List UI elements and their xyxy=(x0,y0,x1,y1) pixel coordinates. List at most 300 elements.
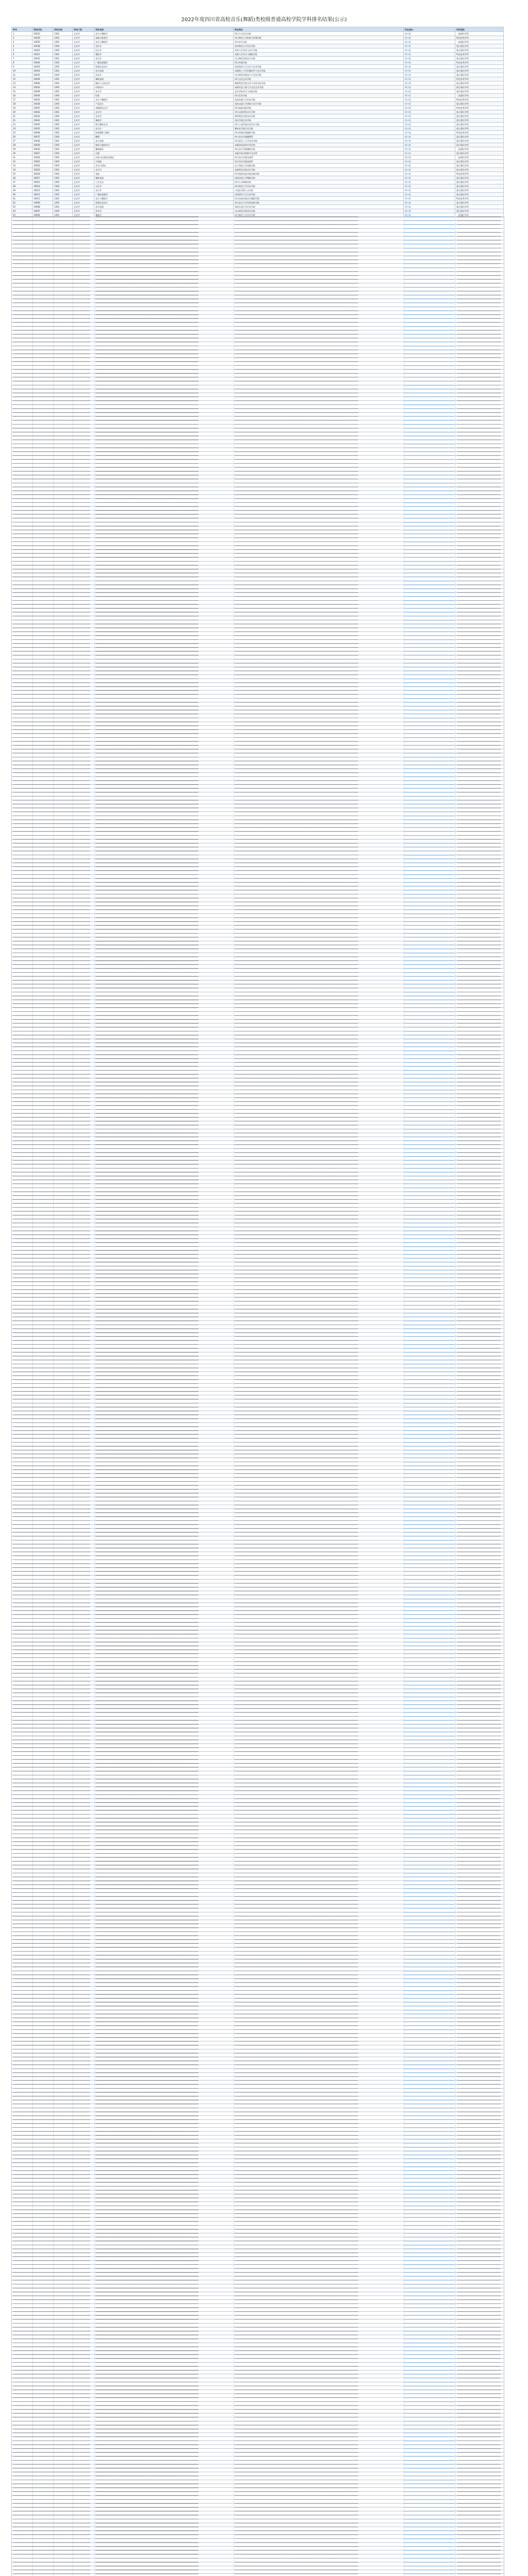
table-cell: 10647 xyxy=(32,106,53,110)
table-cell: 一流建设学科 xyxy=(455,32,504,36)
table-cell: 重点建设学科 xyxy=(455,90,504,94)
continuation-name-column xyxy=(95,216,199,2576)
table-cell: 重点建设学科 xyxy=(455,127,504,131)
table-cell: 42 xyxy=(12,201,32,205)
table-cell: 重点建设学科 xyxy=(455,164,504,168)
table-cell: 10631 xyxy=(32,73,53,77)
table-cell: 1301 xyxy=(53,147,73,151)
table-cell: 四川大学锦城学院 xyxy=(234,180,404,184)
column-header: 学科名称 xyxy=(94,27,234,32)
table-row xyxy=(12,69,504,73)
table-cell: 四川省 xyxy=(404,180,455,184)
table-cell: 四川省 xyxy=(404,114,455,118)
table-cell: 四川省 xyxy=(404,209,455,213)
table-cell: 10635 xyxy=(32,127,53,131)
table-cell: 四川师范大学美术学院 xyxy=(234,184,404,189)
table-cell: 10630 xyxy=(32,147,53,151)
table-cell: 一流建设学科 xyxy=(455,40,504,44)
table-cell: 艺术学 xyxy=(73,189,94,193)
table-cell: 四川省 xyxy=(404,184,455,189)
table-cell: 10634 xyxy=(32,139,53,143)
table-cell: 戏剧影视文学 xyxy=(94,106,234,110)
table-cell: 艺术学 xyxy=(73,118,94,123)
table-cell: 10639 xyxy=(32,90,53,94)
table-row xyxy=(12,90,504,94)
table-cell: 音乐表演 xyxy=(94,205,234,209)
table-cell: 1305 xyxy=(53,201,73,205)
table-cell: 艺术学 xyxy=(73,209,94,213)
table-cell: 1301 xyxy=(53,205,73,209)
table-cell: 1304 xyxy=(53,184,73,189)
table-cell: 四川省 xyxy=(404,213,455,217)
table-cell: 10625 xyxy=(32,160,53,164)
table-cell: 10638 xyxy=(32,44,53,48)
table-cell: 音乐与舞蹈学 xyxy=(94,98,234,102)
table-cell: 45 xyxy=(12,213,32,217)
table-cell: 四川省 xyxy=(404,172,455,176)
table-cell: 10626 xyxy=(32,156,53,160)
table-cell: 艺术学 xyxy=(73,69,94,73)
table-cell: 四川省 xyxy=(404,106,455,110)
table-cell: 重点建设学科 xyxy=(455,201,504,205)
table-cell: 1301 xyxy=(53,90,73,94)
table-cell: 艺术学 xyxy=(73,172,94,176)
table-cell: 西南石油大学艺术学院 xyxy=(234,205,404,209)
table-cell: 艺术学 xyxy=(73,135,94,139)
table-cell: 39 xyxy=(12,189,32,193)
table-cell: 1305 xyxy=(53,48,73,53)
table-cell: 10608 xyxy=(32,205,53,209)
table-cell: 艺术学 xyxy=(73,53,94,57)
table-cell: 重点建设学科 xyxy=(455,86,504,90)
table-cell: 艺术学 xyxy=(73,81,94,86)
table-cell: 四川省 xyxy=(404,65,455,69)
table-cell: 11 xyxy=(12,73,32,77)
table-cell: 5 xyxy=(12,48,32,53)
column-header: 序号 xyxy=(12,27,32,32)
table-cell: 艺术学 xyxy=(73,65,94,69)
table-cell: 四川省 xyxy=(404,61,455,65)
table-cell: 1301 xyxy=(53,98,73,102)
table-cell: 10616 xyxy=(32,69,53,73)
continuation-category-column xyxy=(457,216,501,2576)
table-cell: 27 xyxy=(12,139,32,143)
table-cell: 艺术学 xyxy=(73,114,94,118)
table-cell: 重点建设学科 xyxy=(455,69,504,73)
table-cell: 四川省 xyxy=(404,40,455,44)
table-cell: 1305 xyxy=(53,86,73,90)
table-cell: 1302 xyxy=(53,61,73,65)
table-cell: 重点建设学科 xyxy=(455,209,504,213)
table-cell: 舞蹈编导 xyxy=(94,147,234,151)
table-cell: 艺术学 xyxy=(73,102,94,106)
table-row xyxy=(12,44,504,48)
table-cell: 1301 xyxy=(53,118,73,123)
table-cell: 1 xyxy=(12,32,32,36)
table-cell: 1301 xyxy=(53,40,73,44)
table-cell: 四川省 xyxy=(404,77,455,81)
table-cell: 舞蹈学 xyxy=(94,118,234,123)
table-cell: 特色优势学科 xyxy=(455,98,504,102)
table-cell: 四川省 xyxy=(404,197,455,201)
table-cell: 音乐学 xyxy=(94,90,234,94)
table-cell: 艺术学 xyxy=(73,168,94,172)
table-cell: 音乐学 xyxy=(94,168,234,172)
table-cell: 1305 xyxy=(53,164,73,168)
table-cell: 25 xyxy=(12,131,32,135)
table-cell: 西南交通大学建筑与设计学院 xyxy=(234,102,404,106)
table-cell: 艺术学 xyxy=(73,127,94,131)
table-row xyxy=(12,110,504,114)
table-cell: 35 xyxy=(12,172,32,176)
table-cell: 1305 xyxy=(53,180,73,184)
table-row xyxy=(12,102,504,106)
table-cell: 四川电影电视学院 xyxy=(234,106,404,110)
table-cell: 电子科技大学成都学院 xyxy=(234,164,404,168)
table-cell: 重点建设学科 xyxy=(455,205,504,209)
table-cell: 10632 xyxy=(32,86,53,90)
table-cell: 四川民族学院音乐舞蹈学院 xyxy=(234,197,404,201)
table-cell: 中国画 xyxy=(94,160,234,164)
table-cell: 29 xyxy=(12,147,32,151)
continuation-province-column xyxy=(404,216,455,2576)
table-row xyxy=(12,131,504,135)
table-cell: 公共艺术 xyxy=(94,180,234,184)
table-cell: 艺术学 xyxy=(73,180,94,184)
table-cell: 影视摄影与制作 xyxy=(94,131,234,135)
table-cell: 1305 xyxy=(53,143,73,147)
table-cell: 10648 xyxy=(32,131,53,135)
table-cell: 四川省 xyxy=(404,176,455,180)
table-header-row xyxy=(12,27,504,32)
table-cell: 艺术学 xyxy=(73,61,94,65)
table-row xyxy=(12,143,504,147)
table-cell: 24 xyxy=(12,127,32,131)
table-cell: 重点建设学科 xyxy=(455,102,504,106)
table-cell: 产品设计 xyxy=(94,102,234,106)
table-cell: 10624 xyxy=(32,164,53,168)
table-cell: 9 xyxy=(12,65,32,69)
table-cell: 重点建设学科 xyxy=(455,123,504,127)
table-row xyxy=(12,201,504,205)
table-cell: 四川省 xyxy=(404,73,455,77)
table-row xyxy=(12,118,504,123)
table-cell: 艺术学 xyxy=(73,193,94,197)
table-cell: 艺术学 xyxy=(73,77,94,81)
table-cell: 8 xyxy=(12,61,32,65)
table-cell: 舞蹈表演 xyxy=(94,77,234,81)
table-cell: 四川省 xyxy=(404,143,455,147)
table-cell: 四川省 xyxy=(404,147,455,151)
table-cell: 四川省 xyxy=(404,160,455,164)
table-cell: 数字媒体艺术 xyxy=(94,123,234,127)
table-cell: 1301 xyxy=(53,127,73,131)
table-cell: 1305 xyxy=(53,65,73,69)
table-cell: 重点建设学科 xyxy=(455,143,504,147)
table-cell: 四川省 xyxy=(404,69,455,73)
table-cell: 10636 xyxy=(32,36,53,40)
table-cell: 10644 xyxy=(32,94,53,98)
table-row xyxy=(12,135,504,139)
table-cell: 10650 xyxy=(32,40,53,44)
table-cell: 四川省 xyxy=(404,94,455,98)
table-cell: 艺术学 xyxy=(73,176,94,180)
table-cell: 26 xyxy=(12,135,32,139)
table-cell: 艺术学 xyxy=(73,110,94,114)
table-row xyxy=(12,127,504,131)
table-cell: 四川省 xyxy=(404,118,455,123)
table-cell: 重点建设学科 xyxy=(455,193,504,197)
table-cell: 四川省 xyxy=(404,123,455,127)
table-cell: 四川音乐学院舞蹈学院 xyxy=(234,147,404,151)
table-cell: 10620 xyxy=(32,168,53,172)
table-cell: 舞蹈学 xyxy=(94,213,234,217)
table-cell: 西昌学院艺术学院 xyxy=(234,118,404,123)
table-cell: 19 xyxy=(12,106,32,110)
table-row xyxy=(12,180,504,184)
table-cell: 四川省 xyxy=(404,205,455,209)
table-cell: 1302 xyxy=(53,151,73,156)
table-row xyxy=(12,197,504,201)
table-cell: 艺术学 xyxy=(73,106,94,110)
table-cell: 7 xyxy=(12,57,32,61)
table-continuation xyxy=(11,216,504,2576)
table-cell: 表演 xyxy=(94,172,234,176)
table-cell: 重点建设学科 xyxy=(455,151,504,156)
table-cell: 四川农业大学风景园林学院 xyxy=(234,201,404,205)
table-cell: 1301 xyxy=(53,139,73,143)
table-cell: 1302 xyxy=(53,36,73,40)
table-cell: 重点建设学科 xyxy=(455,73,504,77)
table-cell: 10615 xyxy=(32,180,53,184)
table-cell: 音乐学 xyxy=(94,57,234,61)
table-row xyxy=(12,53,504,57)
table-row xyxy=(12,98,504,102)
table-cell: 一流建设学科 xyxy=(455,213,504,217)
table-cell: 10619 xyxy=(32,65,53,69)
table-cell: 西南财经大学天府学院 xyxy=(234,193,404,197)
table-cell: 1301 xyxy=(53,176,73,180)
table-cell: 四川师范大学影视与传媒学院 xyxy=(234,36,404,40)
table-cell: 10618 xyxy=(32,172,53,176)
table-cell: 10641 xyxy=(32,57,53,61)
table-row xyxy=(12,193,504,197)
table-cell: 成都师范学院音乐学院 xyxy=(234,168,404,172)
table-cell: 四川省 xyxy=(404,32,455,36)
table-cell: 1301 xyxy=(53,32,73,36)
table-cell: 10612 xyxy=(32,193,53,197)
table-cell: 10623 xyxy=(32,48,53,53)
table-cell: 艺术学 xyxy=(73,73,94,77)
table-cell: 艺术学 xyxy=(73,213,94,217)
table-row xyxy=(12,209,504,213)
table-cell: 西南民族大学舞蹈学院 xyxy=(234,176,404,180)
table-cell: 44 xyxy=(12,209,32,213)
table-cell: 10643 xyxy=(32,118,53,123)
table-cell: 四川省 xyxy=(404,53,455,57)
table-cell: 服装与服饰设计 xyxy=(94,143,234,147)
table-cell: 西南民族大学艺术学院 xyxy=(234,98,404,102)
table-cell: 绵阳师范学院文学与对外汉语学院 xyxy=(234,81,404,86)
table-cell: 艺术学 xyxy=(73,151,94,156)
table-cell: 四川省 xyxy=(404,48,455,53)
table-cell: 四川省 xyxy=(404,139,455,143)
table-cell: 艺术学 xyxy=(73,94,94,98)
table-cell: 1301 xyxy=(53,77,73,81)
table-cell: 特色优势学科 xyxy=(455,77,504,81)
table-cell: 33 xyxy=(12,164,32,168)
table-cell: 43 xyxy=(12,205,32,209)
table-cell: 成都纺织高等专科学校 xyxy=(234,143,404,147)
table-cell: 阿坝师范学院美术学院 xyxy=(234,114,404,118)
table-cell: 西华师范大学美术学院 xyxy=(234,44,404,48)
table-row xyxy=(12,114,504,118)
table-cell: 10629 xyxy=(32,143,53,147)
table-cell: 10622 xyxy=(32,98,53,102)
table-row xyxy=(12,164,504,168)
table-cell: 特色优势学科 xyxy=(455,131,504,135)
table-cell: 艺术学 xyxy=(73,40,94,44)
table-cell: 4 xyxy=(12,44,32,48)
continuation-unit-column xyxy=(235,216,358,2576)
table-cell: 重点建设学科 xyxy=(455,176,504,180)
table-cell: 音乐表演 xyxy=(94,139,234,143)
table-cell: 17 xyxy=(12,98,32,102)
table-cell: 艺术学 xyxy=(73,36,94,40)
column-header: 学科代码 xyxy=(53,27,73,32)
table-row xyxy=(12,94,504,98)
table-cell: 特色优势学科 xyxy=(455,61,504,65)
table-cell: 21 xyxy=(12,114,32,118)
table-cell: 重点建设学科 xyxy=(455,48,504,53)
table-cell: 四川省 xyxy=(404,201,455,205)
table-cell: 10614 xyxy=(32,184,53,189)
table-cell: 环境设计 xyxy=(94,86,234,90)
table-cell: 12 xyxy=(12,77,32,81)
table-cell: 重点建设学科 xyxy=(455,81,504,86)
table-cell: 音乐学 xyxy=(94,189,234,193)
table-cell: 1304 xyxy=(53,209,73,213)
table-cell: 宜宾学院音乐与表演学院 xyxy=(234,90,404,94)
table-cell: 乐山师范学院美术学院 xyxy=(234,209,404,213)
table-cell: 美术学 xyxy=(94,209,234,213)
table-cell: 音乐表演 xyxy=(94,69,234,73)
table-cell: 13 xyxy=(12,81,32,86)
table-row xyxy=(12,106,504,110)
table-row xyxy=(12,184,504,189)
table-cell: 1305 xyxy=(53,123,73,127)
table-cell: 艺术学 xyxy=(73,205,94,209)
table-cell: 1302 xyxy=(53,81,73,86)
table-cell: 戏剧与影视学 xyxy=(94,36,234,40)
table-cell: 四川美术学院 xyxy=(234,94,404,98)
table-cell: 10621 xyxy=(32,53,53,57)
table-cell: 重点建设学科 xyxy=(455,65,504,69)
table-cell: 四川文理学院音乐学院 xyxy=(234,110,404,114)
table-cell: 重点建设学科 xyxy=(455,139,504,143)
table-cell: 成都信息工程大学文化艺术学院 xyxy=(234,86,404,90)
table-cell: 1304 xyxy=(53,44,73,48)
table-cell: 艺术学 xyxy=(73,201,94,205)
table-cell: 艺术学 xyxy=(73,44,94,48)
table-cell: 重点建设学科 xyxy=(455,114,504,118)
table-cell: 特色优势学科 xyxy=(455,36,504,40)
table-row xyxy=(12,189,504,193)
table-cell: 四川美术学院雕塑系 xyxy=(234,135,404,139)
table-row xyxy=(12,61,504,65)
table-row xyxy=(12,36,504,40)
table-row xyxy=(12,160,504,164)
table-cell: 1301 xyxy=(53,110,73,114)
table-cell: 重点建设学科 xyxy=(455,57,504,61)
table-cell: 36 xyxy=(12,176,32,180)
table-row xyxy=(12,147,504,151)
table-cell: 四川省 xyxy=(404,127,455,131)
table-cell: 四川省 xyxy=(404,81,455,86)
table-cell: 10611 xyxy=(32,197,53,201)
table-row xyxy=(12,40,504,44)
table-row xyxy=(12,139,504,143)
table-cell: 32 xyxy=(12,160,32,164)
table-cell: 重点建设学科 xyxy=(455,189,504,193)
table-cell: 20 xyxy=(12,110,32,114)
table-cell: 艺术学 xyxy=(73,86,94,90)
table-body xyxy=(12,32,504,217)
table-cell: 23 xyxy=(12,123,32,127)
table-row xyxy=(12,48,504,53)
table-cell: 10609 xyxy=(32,201,53,205)
table-cell: 艺术学 xyxy=(73,48,94,53)
table-cell: 书法学 xyxy=(94,184,234,189)
table-cell: 动画 xyxy=(94,151,234,156)
table-cell: 艺术学 xyxy=(73,197,94,201)
table-cell: 10617 xyxy=(32,176,53,180)
table-cell: 雕塑 xyxy=(94,135,234,139)
table-cell: 1305 xyxy=(53,102,73,106)
table-cell: 重点建设学科 xyxy=(455,168,504,172)
table-cell: 四川美术学院国画系 xyxy=(234,160,404,164)
table-cell: 艺术学 xyxy=(73,32,94,36)
table-cell: 作曲与作曲技术理论 xyxy=(94,156,234,160)
table-cell: 西华大学美术与设计学院 xyxy=(234,48,404,53)
table-cell: 10649 xyxy=(32,77,53,81)
table-cell: 28 xyxy=(12,143,32,147)
continuation-id-columns xyxy=(13,216,90,2576)
table-cell: 10610 xyxy=(32,32,53,36)
table-cell: 艺术学 xyxy=(73,123,94,127)
table-cell: 四川省 xyxy=(404,164,455,168)
table-cell: 艺术学 xyxy=(73,98,94,102)
ranking-table xyxy=(11,27,504,217)
table-cell: 美术学 xyxy=(94,114,234,118)
table-cell: 四川大学艺术学院 xyxy=(234,32,404,36)
table-cell: 四川省 xyxy=(404,44,455,48)
table-cell: 6 xyxy=(12,53,32,57)
table-cell: 10628 xyxy=(32,102,53,106)
table-cell: 14 xyxy=(12,86,32,90)
table-cell: 四川省 xyxy=(404,189,455,193)
column-header: 学校代码 xyxy=(32,27,53,32)
table-cell: 艺术学 xyxy=(73,139,94,143)
table-cell: 10642 xyxy=(32,110,53,114)
table-cell: 18 xyxy=(12,102,32,106)
table-cell: 音乐与舞蹈学 xyxy=(94,32,234,36)
table-cell: 特色优势学科 xyxy=(455,172,504,176)
table-cell: 1301 xyxy=(53,213,73,217)
table-cell: 视觉传达设计 xyxy=(94,201,234,205)
table-row xyxy=(12,156,504,160)
table-cell: 四川省 xyxy=(404,98,455,102)
